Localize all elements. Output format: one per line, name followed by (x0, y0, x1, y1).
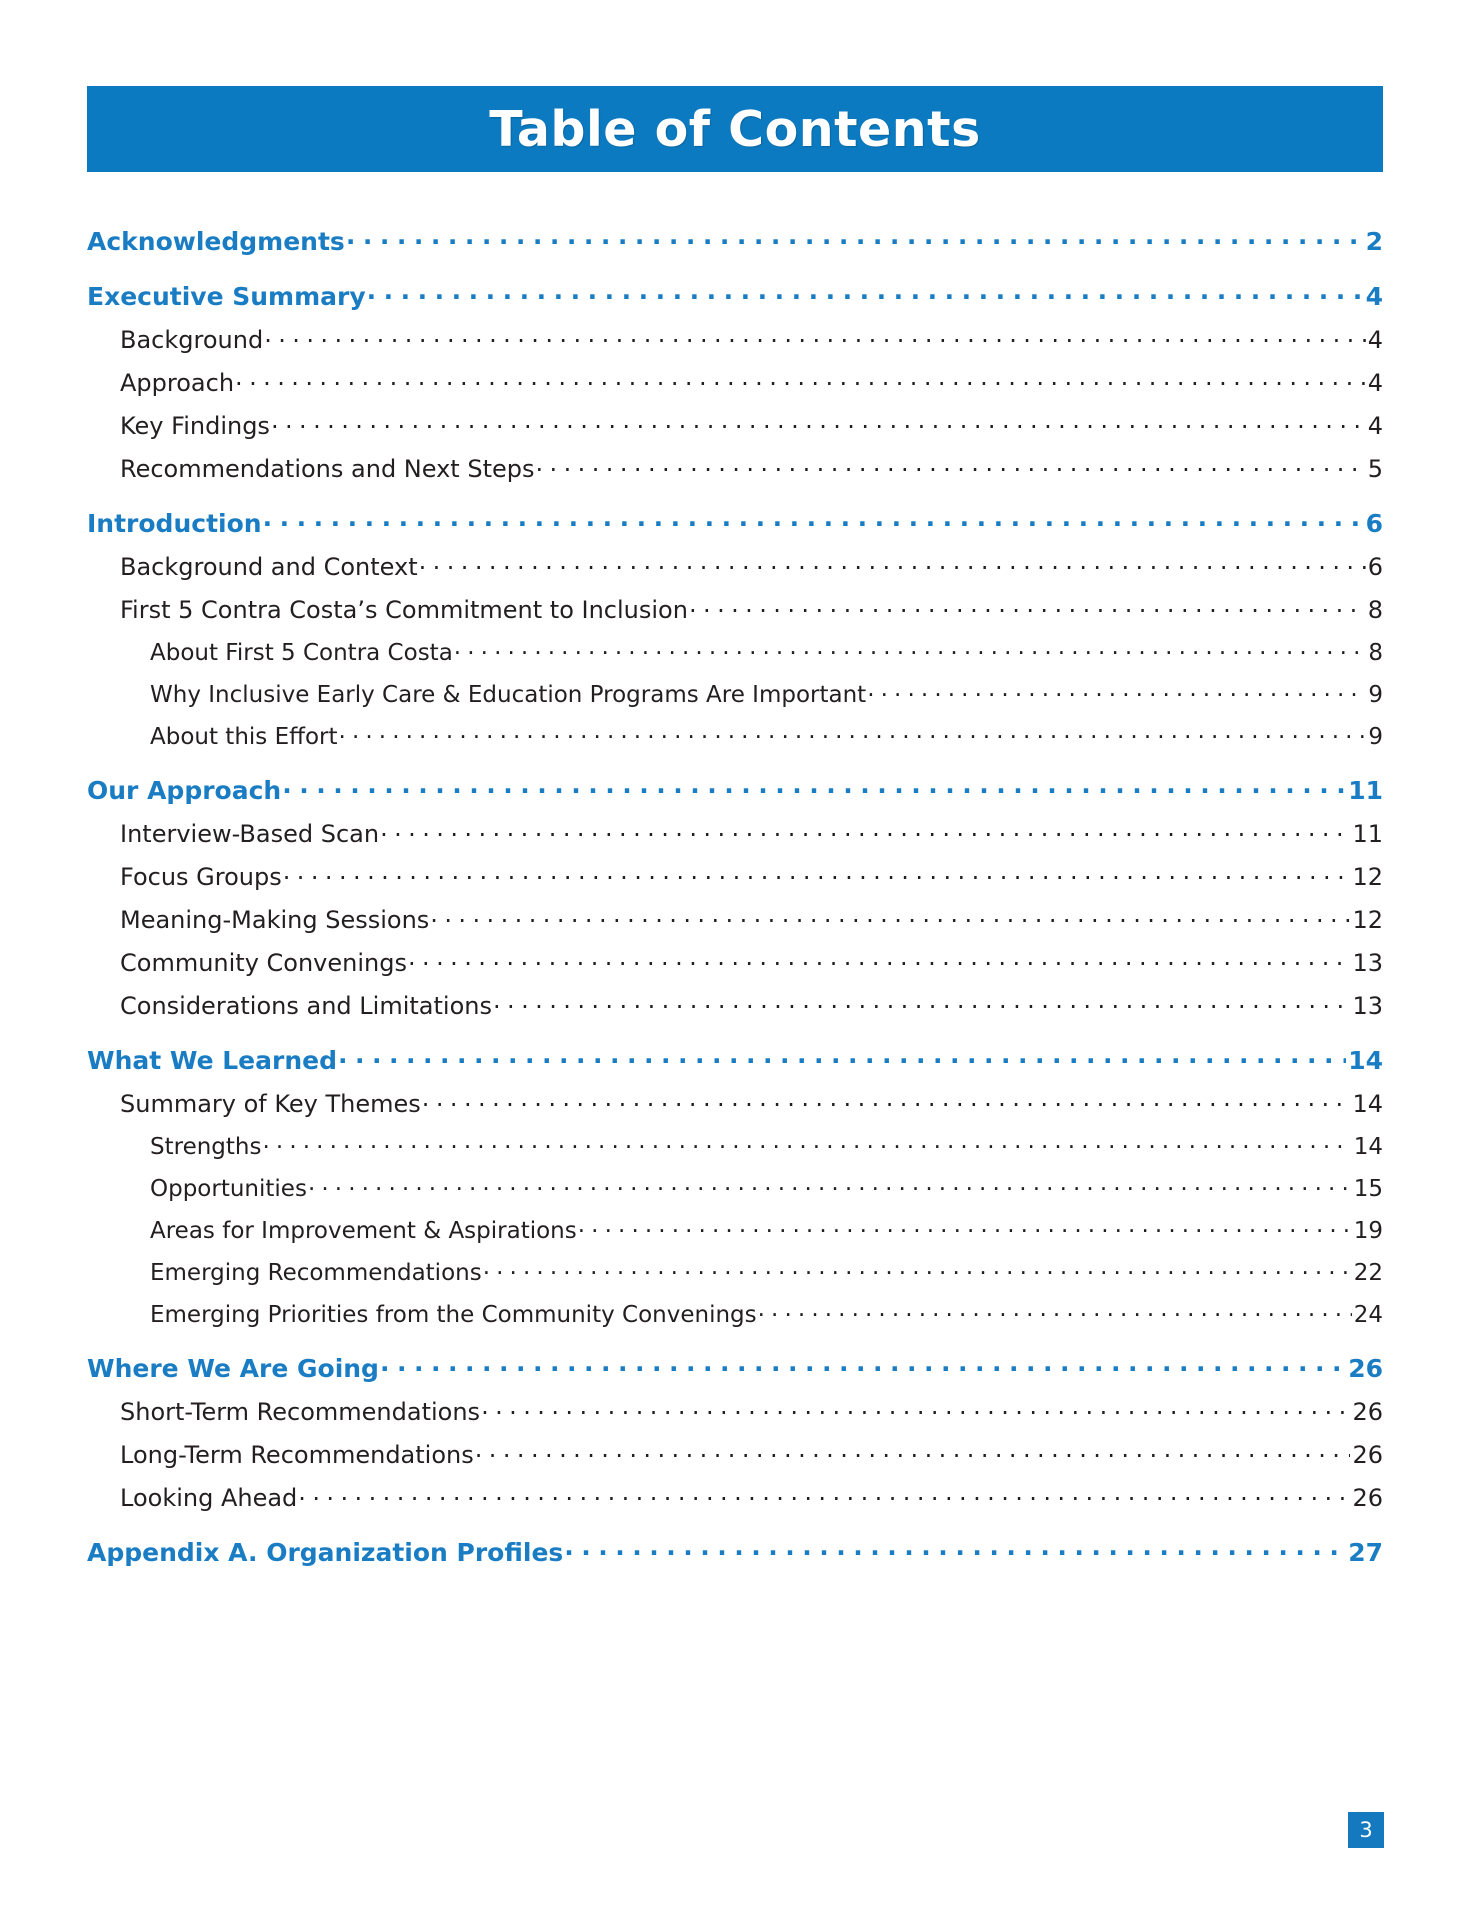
toc-entry[interactable] (87, 410, 1383, 440)
toc-entry[interactable] (87, 280, 1383, 311)
toc-entry-label: Meaning-Making Sessions (120, 906, 430, 934)
toc-entry-page-number: 12 (1352, 906, 1383, 934)
toc-entry[interactable] (87, 1131, 1383, 1160)
toc-entry-label: Background (120, 326, 264, 354)
toc-entry-label: Community Convenings (120, 949, 407, 977)
toc-entry-page-number: 19 (1353, 1218, 1383, 1244)
toc-entry-label: Introduction (87, 509, 262, 538)
toc-entry[interactable] (87, 637, 1383, 666)
toc-entry-label: Considerations and Limitations (120, 992, 492, 1020)
toc-dot-leader (758, 1299, 1352, 1322)
toc-entry[interactable] (87, 1173, 1383, 1202)
toc-entry-page-number: 14 (1353, 1134, 1383, 1160)
toc-dot-leader (298, 1482, 1350, 1506)
toc-entry[interactable] (87, 679, 1383, 708)
toc-entry[interactable] (87, 1088, 1383, 1118)
toc-dot-leader (264, 324, 1366, 348)
toc-entry-page-number: 12 (1352, 863, 1383, 891)
toc-entry-page-number: 4 (1367, 326, 1383, 354)
toc-dot-leader (338, 1044, 1346, 1069)
toc-entry[interactable] (87, 594, 1383, 624)
toc-entry[interactable] (87, 818, 1383, 848)
toc-entry[interactable] (87, 1352, 1383, 1383)
toc-entry-label: Executive Summary (87, 282, 366, 311)
toc-entry[interactable] (87, 1396, 1383, 1426)
toc-entry-page-number: 4 (1367, 412, 1383, 440)
toc-dot-leader (263, 507, 1364, 532)
toc-entry-label: Where We Are Going (87, 1354, 379, 1383)
toc-entry[interactable] (87, 324, 1383, 354)
toc-entry-label: Our Approach (87, 776, 282, 805)
toc-entry[interactable] (87, 861, 1383, 891)
toc-entry-page-number: 27 (1348, 1538, 1383, 1567)
toc-dot-leader (282, 774, 1346, 799)
toc-dot-leader (536, 453, 1366, 477)
toc-entry-label: First 5 Contra Costa’s Commitment to Inclusion (120, 596, 688, 624)
toc-entry-label: Long-Term Recommendations (120, 1441, 474, 1469)
toc-entry-page-number: 5 (1367, 455, 1383, 483)
toc-entry-page-number: 26 (1348, 1354, 1383, 1383)
toc-entry-label: Interview-Based Scan (120, 820, 380, 848)
toc-entry-label: Summary of Key Themes (120, 1090, 421, 1118)
toc-entry-page-number: 13 (1352, 949, 1383, 977)
toc-dot-leader (483, 1257, 1352, 1280)
toc-dot-leader (339, 721, 1367, 744)
toc-entry[interactable] (87, 1299, 1383, 1328)
toc-dot-leader (308, 1173, 1352, 1196)
toc-entry-page-number: 6 (1365, 509, 1383, 538)
toc-dot-leader (262, 1131, 1351, 1154)
toc-entry-label: Focus Groups (120, 863, 282, 891)
toc-entry-label: Areas for Improvement & Aspirations (150, 1218, 577, 1244)
toc-entry[interactable] (87, 947, 1383, 977)
table-of-contents-list (87, 225, 1383, 1567)
toc-entry[interactable] (87, 507, 1383, 538)
toc-dot-leader (235, 367, 1366, 391)
toc-entry-label: Strengths (150, 1134, 262, 1160)
toc-entry-page-number: 13 (1352, 992, 1383, 1020)
toc-dot-leader (346, 225, 1364, 250)
toc-entry[interactable] (87, 990, 1383, 1020)
toc-entry-page-number: 26 (1352, 1441, 1383, 1469)
toc-entry-page-number: 8 (1368, 640, 1383, 666)
toc-entry-page-number: 9 (1368, 682, 1383, 708)
toc-entry[interactable] (87, 551, 1383, 581)
toc-entry[interactable] (87, 1439, 1383, 1469)
toc-entry-page-number: 14 (1352, 1090, 1383, 1118)
toc-dot-leader (380, 818, 1350, 842)
toc-entry-page-number: 11 (1348, 776, 1383, 805)
footer-page-badge (1348, 1812, 1384, 1848)
toc-dot-leader (367, 280, 1364, 305)
page-title: Table of Contents (489, 100, 981, 158)
toc-entry-label: Recommendations and Next Steps (120, 455, 535, 483)
toc-entry[interactable] (87, 367, 1383, 397)
toc-dot-leader (475, 1439, 1351, 1463)
toc-entry-label: Emerging Priorities from the Community Convenings (150, 1302, 757, 1328)
toc-dot-leader (454, 637, 1367, 660)
toc-dot-leader (689, 594, 1366, 618)
toc-entry[interactable] (87, 1536, 1383, 1567)
toc-entry-label: Looking Ahead (120, 1484, 298, 1512)
toc-entry-label: Short-Term Recommendations (120, 1398, 481, 1426)
toc-entry-page-number: 22 (1353, 1260, 1383, 1286)
toc-dot-leader (493, 990, 1350, 1014)
toc-dot-leader (419, 551, 1366, 575)
toc-entry-page-number: 6 (1367, 553, 1383, 581)
toc-dot-leader (422, 1088, 1351, 1112)
toc-dot-leader (481, 1396, 1350, 1420)
toc-entry-label: Emerging Recommendations (150, 1260, 482, 1286)
toc-entry[interactable] (87, 904, 1383, 934)
toc-entry-page-number: 26 (1352, 1484, 1383, 1512)
toc-entry-label: Key Findings (120, 412, 270, 440)
toc-entry-label: What We Learned (87, 1046, 337, 1075)
toc-entry-page-number: 15 (1353, 1176, 1383, 1202)
toc-entry-page-number: 4 (1367, 369, 1383, 397)
toc-entry[interactable] (87, 453, 1383, 483)
toc-entry-page-number: 9 (1368, 724, 1383, 750)
toc-entry[interactable] (87, 1257, 1383, 1286)
toc-entry-page-number: 26 (1352, 1398, 1383, 1426)
toc-entry-page-number: 2 (1365, 227, 1383, 256)
toc-entry-label: About First 5 Contra Costa (150, 640, 453, 666)
toc-entry[interactable] (87, 721, 1383, 750)
toc-entry[interactable] (87, 225, 1383, 256)
toc-entry[interactable] (87, 774, 1383, 805)
toc-dot-leader (283, 861, 1351, 885)
toc-dot-leader (430, 904, 1350, 928)
toc-dot-leader (578, 1215, 1352, 1238)
toc-entry-label: Opportunities (150, 1176, 307, 1202)
toc-entry[interactable] (87, 1044, 1383, 1075)
toc-dot-leader (564, 1536, 1346, 1561)
toc-entry-label: Appendix A. Organization Profiles (87, 1538, 564, 1567)
toc-dot-leader (271, 410, 1366, 434)
toc-entry[interactable] (87, 1482, 1383, 1512)
toc-dot-leader (380, 1352, 1346, 1377)
toc-entry-page-number: 24 (1353, 1302, 1383, 1328)
toc-entry-page-number: 4 (1365, 282, 1383, 311)
toc-dot-leader (867, 679, 1366, 702)
toc-dot-leader (408, 947, 1350, 971)
footer-page-number: 3 (1359, 1817, 1373, 1842)
toc-entry-label: Approach (120, 369, 235, 397)
toc-entry-page-number: 11 (1352, 820, 1383, 848)
toc-entry-page-number: 8 (1367, 596, 1383, 624)
toc-entry-page-number: 14 (1348, 1046, 1383, 1075)
toc-entry-label: Acknowledgments (87, 227, 345, 256)
toc-entry[interactable] (87, 1215, 1383, 1244)
toc-entry-label: Why Inclusive Early Care & Education Programs Are Important (150, 682, 867, 708)
table-of-contents-banner (87, 86, 1383, 172)
toc-entry-label: Background and Context (120, 553, 418, 581)
toc-entry-label: About this Effort (150, 724, 338, 750)
